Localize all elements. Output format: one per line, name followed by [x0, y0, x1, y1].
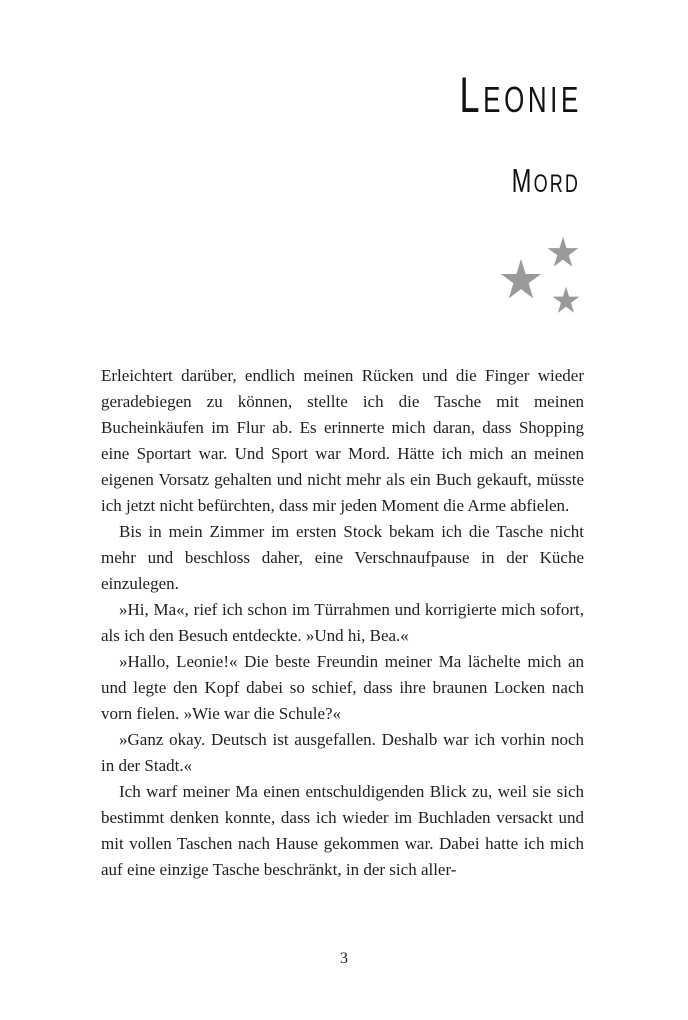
- chapter-title-rest: EONIE: [483, 79, 582, 120]
- chapter-subtitle-rest: ORD: [533, 170, 580, 198]
- star-icon-top: [547, 236, 579, 268]
- paragraph: »Hallo, Leonie!« Die beste Freundin meiner Ma lächelte mich an und legte den Kopf dabei so schief, dass ihre braunen Locken nach vorn fielen. »Wie war die Schule?«: [101, 652, 584, 723]
- star-icon-bottom: [552, 286, 580, 314]
- chapter-subtitle-initial: M: [511, 162, 534, 199]
- paragraph: Bis in mein Zimmer im ersten Stock bekam ich die Tasche nicht mehr und beschloss daher, eine Verschnaufpause in der Küche einzulegen.: [101, 522, 584, 593]
- paragraph: »Hi, Ma«, rief ich schon im Türrahmen und korrigierte mich sofort, als ich den Besuch entdeckte. »Und hi, Bea.«: [101, 600, 584, 645]
- paragraph: Erleichtert darüber, endlich meinen Rücken und die Finger wieder geradebiegen zu können, stellte ich die Tasche mit meinen Bucheinkäufen im Flur ab. Es erinnerte mich daran, dass Shopping eine Sportart war. Und Sport war Mord. Hätte ich mich an meinen eigenen Vorsatz gehalten und nicht mehr als ein Buch gekauft, müsste ich jetzt nicht befürchten, dass mir jeden Moment die Arme abfielen.: [101, 366, 584, 515]
- paragraph: »Ganz okay. Deutsch ist ausgefallen. Deshalb war ich vorhin noch in der Stadt.«: [101, 730, 584, 775]
- chapter-title-initial: L: [459, 67, 484, 123]
- stars-icon: [500, 236, 590, 320]
- star-icon-large: [500, 258, 542, 300]
- page-number: 3: [340, 950, 348, 967]
- chapter-subtitle: [512, 164, 580, 197]
- paragraph: Ich warf meiner Ma einen entschuldigenden Blick zu, weil sie sich bestimmt denken konnte, dass ich wieder im Buchladen versackt und mit vollen Taschen nach Hause gekommen war. Dabei hatte ich mich auf eine einzige Tasche beschränkt, in der sich aller-: [101, 782, 584, 879]
- chapter-title: [459, 67, 582, 123]
- body-text: [101, 363, 584, 883]
